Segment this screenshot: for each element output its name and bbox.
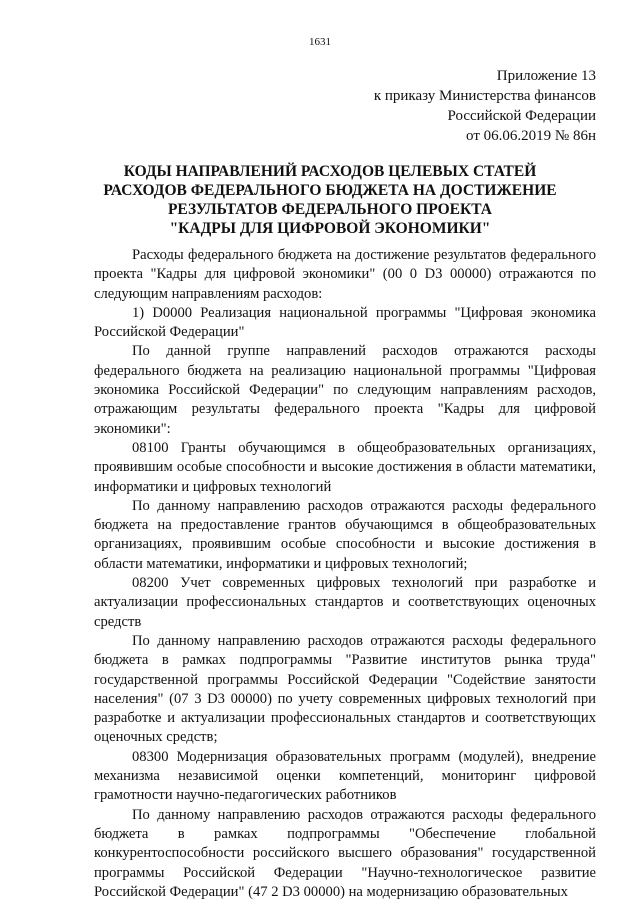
appendix-line: от 06.06.2019 № 86н — [466, 128, 596, 144]
body-paragraph: 1) D0000 Реализация национальной программы "Цифровая экономика Российской Федерации" — [94, 304, 596, 341]
body-paragraph: 08100 Гранты обучающимся в общеобразовательных организациях, проявившим особые способности и высокие достижения в области математики, информатики и цифровых технологий — [94, 439, 596, 495]
body-paragraph: Расходы федерального бюджета на достижение результатов федерального проекта "Кадры для цифровой экономики" (00 0 D3 00000) отражаются по следующим направлениям расходов: — [94, 247, 596, 302]
body-paragraph: 08200 Учет современных цифровых технологий при разработке и актуализации профессиональных стандартов и соответствующих оценочных средств — [94, 575, 596, 630]
body-paragraph: По данному направлению расходов отражаются расходы федерального бюджета в рамках подпрограммы "Обеспечение глобальной конкурентоспособности российского высшего образования" государственной программы Российской Федерации "Научно-технологическое развитие Российской Федерации" (47 2 D3 00000) на модернизацию образовательных — [94, 806, 596, 900]
title-line: КОДЫ НАПРАВЛЕНИЙ РАСХОДОВ ЦЕЛЕВЫХ СТАТЕЙ — [123, 163, 537, 180]
appendix-line: к приказу Министерства финансов — [373, 88, 596, 104]
page-number: 1631 — [309, 36, 331, 48]
body-paragraph: 08300 Модернизация образовательных программ (модулей), внедрение механизма независимой оценки компетенций, мониторинг цифровой грамотности научно-педагогических работников — [94, 748, 596, 804]
document-body — [94, 246, 596, 902]
title-line: РАСХОДОВ ФЕДЕРАЛЬНОГО БЮДЖЕТА НА ДОСТИЖЕНИЕ — [103, 182, 557, 199]
document-title — [60, 162, 600, 238]
body-paragraph: По данной группе направлений расходов отражаются расходы федерального бюджета на реализацию национальной программы "Цифровая экономика Российской Федерации" по следующим направлениям расходов, отражающим результаты федерального проекта "Кадры для цифровой экономики": — [94, 343, 596, 437]
appendix-line: Приложение 13 — [496, 68, 596, 84]
appendix-line: Российской Федерации — [447, 108, 596, 124]
appendix-header — [374, 66, 596, 146]
body-paragraph: По данному направлению расходов отражаются расходы федерального бюджета в рамках подпрограммы "Развитие институтов рынка труда" государственной программы Российской Федерации "Содействие занятости населения" (07 3 D3 00000) по учету современных цифровых технологий при разработке и актуализации профессиональных стандартов и соответствующих оценочных средств; — [94, 632, 596, 746]
title-line: "КАДРЫ ДЛЯ ЦИФРОВОЙ ЭКОНОМИКИ" — [169, 220, 491, 237]
title-line: РЕЗУЛЬТАТОВ ФЕДЕРАЛЬНОГО ПРОЕКТА — [167, 201, 493, 218]
body-paragraph: По данному направлению расходов отражаются расходы федерального бюджета на предоставление грантов обучающимся в общеобразовательных организациях, проявившим особые способности и высокие достижения в области математики, информатики и цифровых технологий; — [94, 497, 596, 572]
